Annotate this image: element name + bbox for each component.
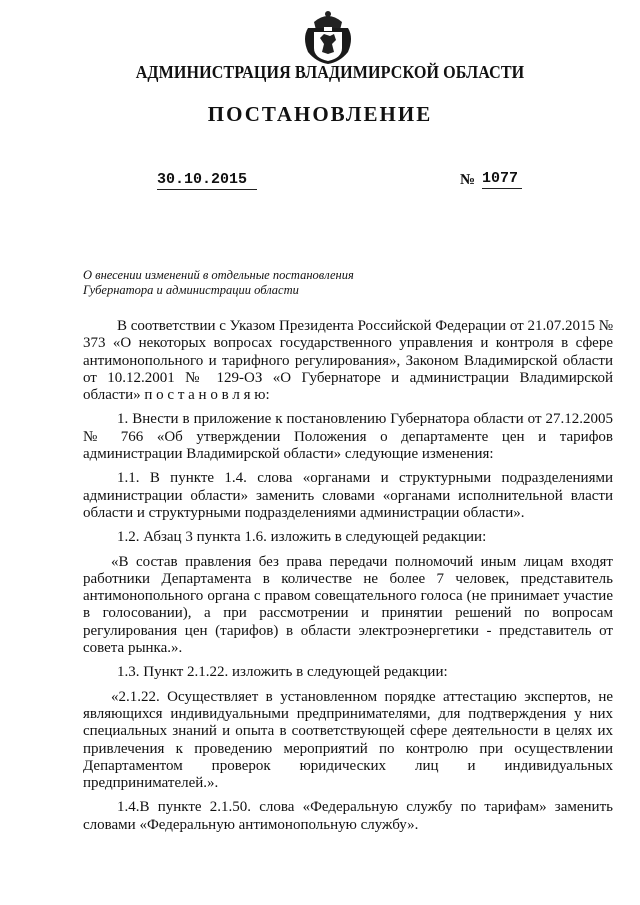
clause-1-1: 1.1. В пункте 1.4. слова «органами и структурными подразделениями администрации области» заменить словами «органами исполнительной власти области и структурными подразделениями администрации области». (83, 470, 613, 521)
subject-line: О внесении изменений в отдельные постановления (83, 268, 354, 282)
document-number: 1077 (482, 170, 522, 189)
document-subject (83, 268, 403, 298)
clause-1-3-quote: «2.1.22. Осуществляет в установленном порядке аттестацию экспертов, не являющихся индивидуальными предпринимателями, для подтверждения у них специальных знаний и опыта в соответствующей сфере деятельности в целях их привлечения к проведению мероприятий по контролю при осуществлении Департаментом проверок юридических лиц и индивидуальных предпринимателей.». (83, 688, 613, 792)
preamble-paragraph: В соответствии с Указом Президента Российской Федерации от 21.07.2015 № 373 «О некоторых вопросах государственного управления и контроля в сфере антимонопольного и тарифного регулирования», Законом Владимирской области от 10.12.2001 № 129-ОЗ «О Губернаторе и администрации Владимирской области» п о с т а н о в л я ю: (83, 318, 614, 404)
document-number-label: № (460, 172, 476, 188)
organization-name: АДМИНИСТРАЦИЯ ВЛАДИМИРСКОЙ ОБЛАСТИ (135, 62, 525, 82)
clause-1-2: 1.2. Абзац 3 пункта 1.6. изложить в следующей редакции: (117, 529, 487, 546)
clause-1-3: 1.3. Пункт 2.1.22. изложить в следующей редакции: (117, 664, 448, 681)
document-type-title: ПОСТАНОВЛЕНИЕ (207, 102, 433, 126)
clause-1-4: 1.4.В пункте 2.1.50. слова «Федеральную службу по тарифам» заменить словами «Федеральную антимонопольную службу». (83, 799, 613, 833)
clause-1-2-quote: «В состав правления без права передачи полномочий иным лицам входят работники Департамента в количестве не более 7 человек, представитель антимонопольного органа с правом совещательного голоса (не принимает участие в голосовании), а при рассмотрении и принятии решений по вопросам регулирования цен (тарифов) в области электроэнергетики - представитель от совета рынка.». (83, 553, 613, 657)
vladimir-coat-of-arms-icon (300, 8, 356, 66)
clause-1: 1. Внести в приложение к постановлению Губернатора области от 27.12.2005 № 766 «Об утверждении Положения о департаменте цен и тарифов администрации Владимирской области» следующие изменения: (83, 411, 613, 463)
subject-line: Губернатора и администрации области (83, 283, 299, 297)
document-body (83, 318, 613, 841)
document-date: 30.10.2015 (157, 171, 257, 190)
